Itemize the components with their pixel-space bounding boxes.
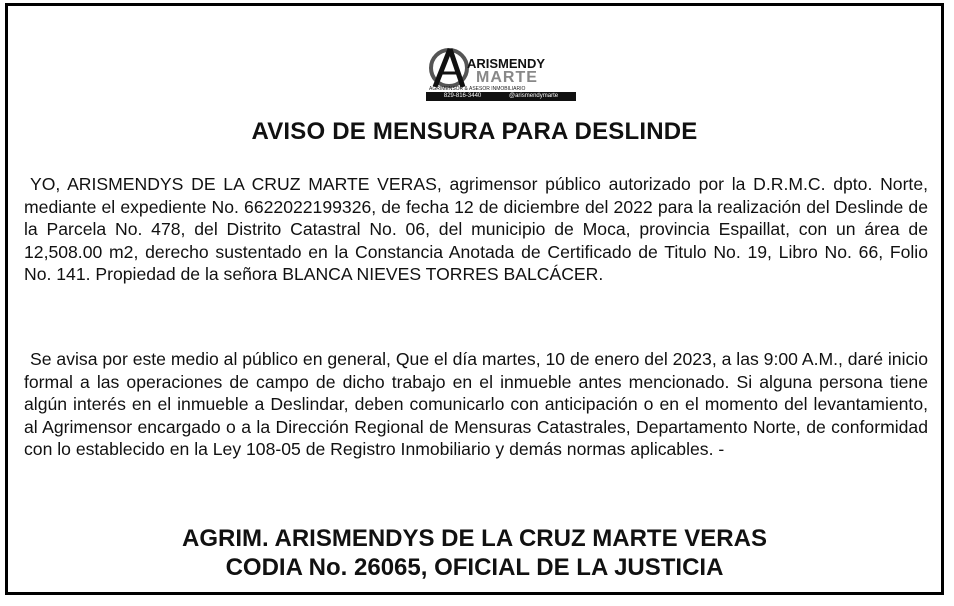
logo-brand-top: ARISMENDY	[467, 56, 546, 71]
notice-paragraph-2: Se avisa por este medio al público en general, Que el día martes, 10 de enero del 2023, a las 9:00 A.M., daré inicio formal a las operaciones de campo de dicho trabajo en el inmueble antes mencionado. Si alguna persona tiene algún interés en el inmueble a Deslindar, deben comunicarlo con anticipación o en el momento del levantamiento, al Agrimensor encargado o a la Dirección Regional de Mensuras Catastrales, Departamento Norte, de conformidad con lo establecido en la Ley 108-05 de Registro Inmobiliario y demás normas aplicables. -	[24, 349, 928, 460]
signature-name: AGRIM. ARISMENDYS DE LA CRUZ MARTE VERAS	[182, 525, 767, 552]
logo-tagline: AGRIMENSOR & ASESOR INMOBILIARIO	[429, 86, 526, 92]
notice-paragraph-1: YO, ARISMENDYS DE LA CRUZ MARTE VERAS, agrimensor público autorizado por la D.R.M.C. dpto. Norte, mediante el expediente No. 6622022199326, de fecha 12 de diciembre del 2022 para la realización del Deslinde de la Parcela No. 478, del Distrito Catastral No. 06, del municipio de Moca, provincia Espaillat, con un área de 12,508.00 m2, derecho sustentado en la Constancia Anotada de Certificado de Titulo No. 19, Libro No. 66, Folio No. 141. Propiedad de la señora BLANCA NIEVES TORRES BALCÁCER.	[24, 174, 928, 285]
logo-brand-bottom: MARTE	[476, 69, 538, 86]
notice-title: AVISO DE MENSURA PARA DESLINDE	[251, 118, 698, 145]
logo-contact-bar	[426, 92, 576, 101]
logo-phone: 829-816-3440	[443, 93, 482, 99]
compass-icon	[431, 49, 467, 87]
legal-notice	[5, 3, 944, 595]
logo-social: @arismendymarte	[509, 93, 559, 99]
signature-credential: CODIA No. 26065, OFICIAL DE LA JUSTICIA	[225, 554, 724, 581]
